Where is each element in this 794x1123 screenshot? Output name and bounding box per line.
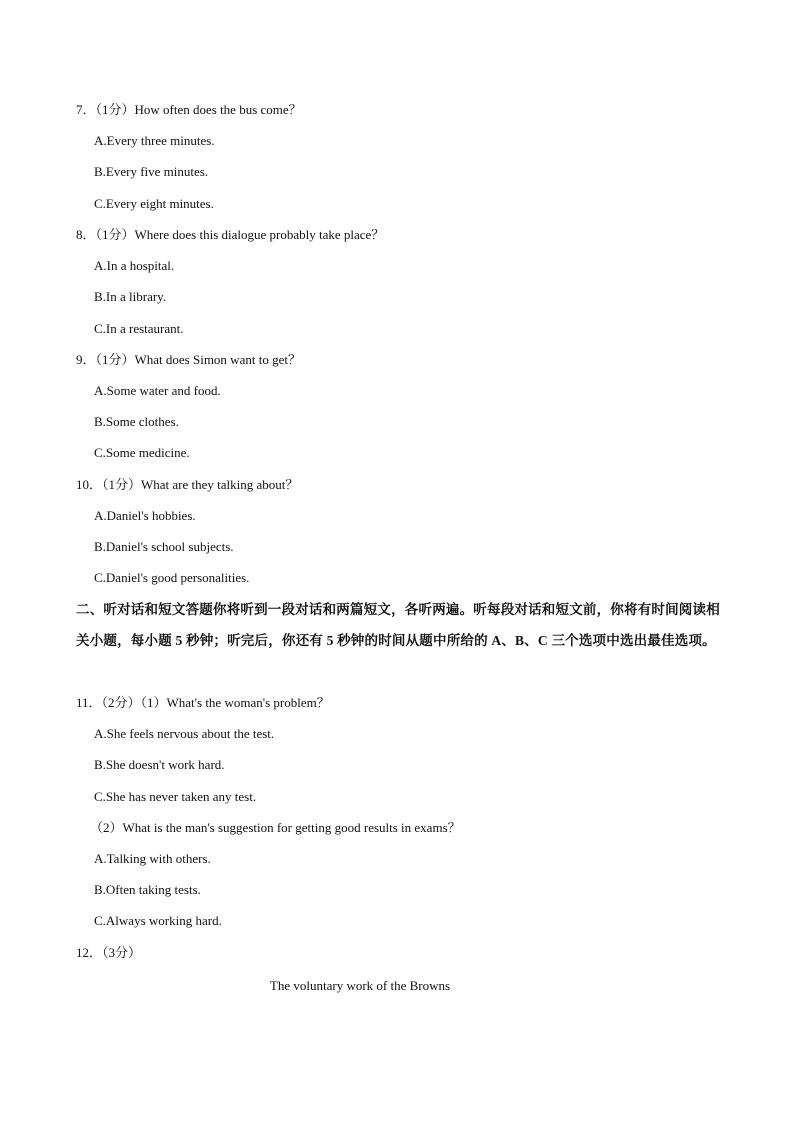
question-7-option-c: C.Every eight minutes. xyxy=(94,196,214,211)
question-10-stem: 10．（1分）What are they talking about？ xyxy=(76,477,299,492)
question-10-option-b: B.Daniel's school subjects. xyxy=(94,539,234,554)
question-11-sub-2-stem: （2）What is the man's suggestion for getting good results in exams？ xyxy=(90,820,461,835)
question-8-stem: 8．（1分）Where does this dialogue probably take place？ xyxy=(76,227,385,242)
question-11-1-option-c: C.She has never taken any test. xyxy=(94,789,257,804)
question-11-1-option-b: B.She doesn't work hard. xyxy=(94,757,225,772)
question-8-option-c: C.In a restaurant. xyxy=(94,321,184,336)
section-2-heading: 二、听对话和短文答题你将听到一段对话和两篇短文，各听两遍。听每段对话和短文前，你将有时间阅读相关小题，每小题 5 秒钟；听完后，你还有 5 秒钟的时间从题中所给的 A、B、C 三个选项中选出最佳选项。 xyxy=(76,602,720,648)
question-11-2-option-c: C.Always working hard. xyxy=(94,913,222,928)
question-9-option-b: B.Some clothes. xyxy=(94,414,179,429)
question-9-option-a: A.Some water and food. xyxy=(94,383,221,398)
question-11-stem: 11．（2分）（1）What's the woman's problem？ xyxy=(76,695,330,710)
question-7-stem: 7．（1分）How often does the bus come？ xyxy=(76,102,302,117)
passage-title: The voluntary work of the Browns xyxy=(269,978,451,993)
question-10-option-a: A.Daniel's hobbies. xyxy=(94,508,196,523)
question-11-2-option-a: A.Talking with others. xyxy=(94,851,211,866)
question-10-option-c: C.Daniel's good personalities. xyxy=(94,570,250,585)
question-11-1-option-a: A.She feels nervous about the test. xyxy=(94,726,275,741)
question-12-stem: 12．（3分） xyxy=(76,945,142,960)
question-7-option-b: B.Every five minutes. xyxy=(94,164,209,179)
question-9-stem: 9．（1分）What does Simon want to get？ xyxy=(76,352,301,367)
question-7-option-a: A.Every three minutes. xyxy=(94,133,215,148)
question-8-option-b: B.In a library. xyxy=(94,289,167,304)
question-11-2-option-b: B.Often taking tests. xyxy=(94,882,201,897)
question-9-option-c: C.Some medicine. xyxy=(94,445,190,460)
question-8-option-a: A.In a hospital. xyxy=(94,258,175,273)
